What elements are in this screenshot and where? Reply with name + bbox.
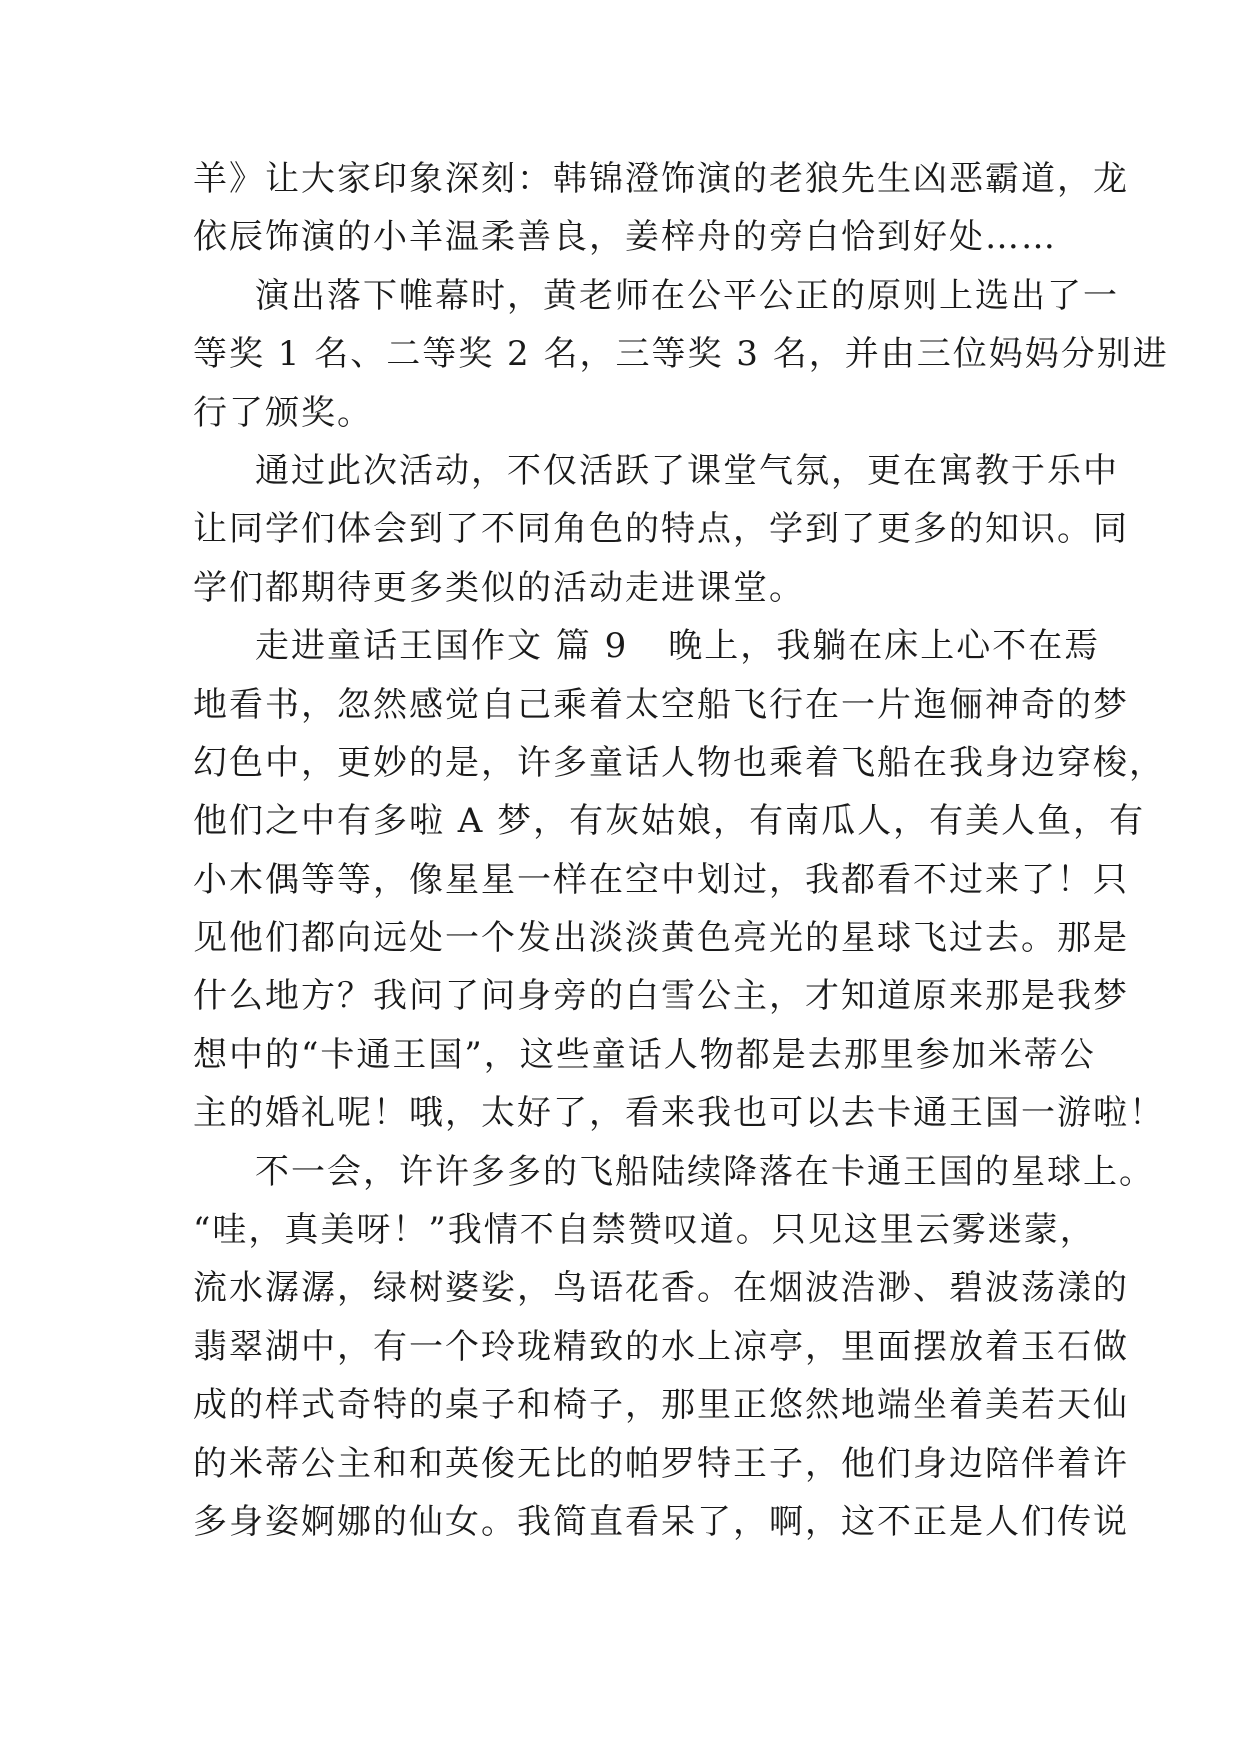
text-line: 依辰饰演的小羊温柔善良，姜梓舟的旁白恰到好处……	[193, 217, 1057, 258]
text-line: 学们都期待更多类似的活动走进课堂。	[193, 567, 805, 608]
text-line: 行了颁奖。	[193, 392, 373, 433]
text-line: 羊》让大家印象深刻：韩锦澄饰演的老狼先生凶恶霸道，龙	[193, 159, 1129, 199]
text-run: 晚上，我躺在床上心不在焉	[668, 626, 1101, 667]
text-line: 见他们都向远处一个发出淡淡黄色亮光的星球飞过去。那是	[193, 918, 1129, 959]
text-line: 他们之中有多啦 A 梦，有灰姑娘，有南瓜人，有美人鱼，有	[193, 801, 1146, 842]
text-line: 翡翠湖中，有一个玲珑精致的水上凉亭，里面摆放着玉石做	[193, 1326, 1129, 1367]
text-line: 不一会，许许多多的飞船陆续降落在卡通王国的星球上。	[255, 1151, 1155, 1192]
text-line: 通过此次活动，不仅活跃了课堂气氛，更在寓教于乐中	[255, 450, 1119, 491]
text-line: 让同学们体会到了不同角色的特点，学到了更多的知识。同	[193, 509, 1129, 550]
text-line: 什么地方？我问了问身旁的白雪公主，才知道原来那是我梦	[193, 976, 1129, 1017]
text-line: 演出落下帷幕时，黄老师在公平公正的原则上选出了一	[255, 275, 1119, 316]
text-line: 想中的“卡通王国”，这些童话人物都是去那里参加米蒂公	[193, 1034, 1096, 1075]
text-line: 小木偶等等，像星星一样在空中划过，我都看不过来了！只	[193, 859, 1129, 900]
text-line: 流水潺潺，绿树婆娑，鸟语花香。在烟波浩渺、碧波荡漾的	[193, 1268, 1129, 1309]
text-line: 幻色中，更妙的是，许多童话人物也乘着飞船在我身边穿梭，	[193, 742, 1165, 783]
text-line: 地看书，忽然感觉自己乘着太空船飞行在一片迤俪神奇的梦	[193, 684, 1129, 725]
text-line: 等奖 1 名、二等奖 2 名，三等奖 3 名，并由三位妈妈分别进	[193, 334, 1169, 375]
section-heading: 走进童话王国作文 篇 9	[255, 626, 629, 667]
text-line	[193, 617, 1101, 675]
text-line: 成的样式奇特的桌子和椅子，那里正悠然地端坐着美若天仙	[193, 1385, 1129, 1426]
text-line: 的米蒂公主和和英俊无比的帕罗特王子，他们身边陪伴着许	[193, 1443, 1129, 1484]
text-line: “哇，真美呀！”我情不自禁赞叹道。只见这里云雾迷蒙，	[193, 1210, 1096, 1251]
text-line: 主的婚礼呢！哦，太好了，看来我也可以去卡通王国一游啦！	[193, 1093, 1165, 1134]
document-body	[193, 150, 1169, 1551]
text-line: 多身姿婀娜的仙女。我简直看呆了，啊，这不正是人们传说	[193, 1501, 1129, 1542]
